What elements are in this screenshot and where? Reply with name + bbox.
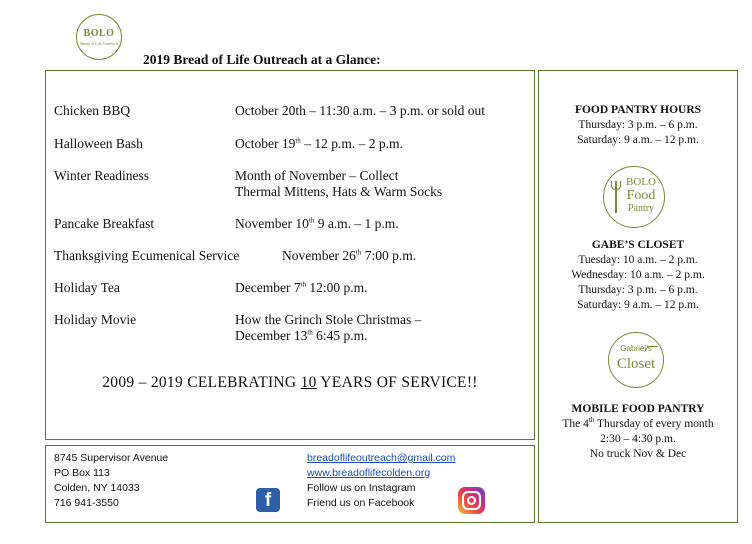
event-when: October 20th – 11:30 a.m. – 3 p.m. or sold out [235, 103, 485, 118]
closet-logo-line2: Closet [616, 356, 656, 372]
website-link[interactable]: www.breadoflifecolden.org [307, 467, 431, 479]
celebration-banner: 2009 – 2019 CELEBRATING 10 YEARS OF SERVICE!! [102, 374, 478, 391]
address-phone: 716 941-3550 [54, 497, 119, 509]
food-pantry-line: Saturday: 9 a.m. – 12 p.m. [577, 134, 699, 146]
food-pantry-heading: FOOD PANTRY HOURS [574, 104, 702, 116]
bolo-logo-text: BOLO [83, 28, 115, 39]
mobile-pantry-line: No truck Nov & Dec [589, 448, 687, 460]
instagram-text: Follow us on Instagram [307, 482, 416, 494]
address-street: 8745 Supervisor Avenue [54, 452, 169, 464]
address-city: Colden, NY 14033 [54, 482, 140, 494]
food-logo-line3: Pantry [627, 203, 655, 214]
page-title: 2019 Bread of Life Outreach at a Glance: [143, 52, 381, 67]
address-pobox: PO Box 113 [54, 467, 110, 479]
closet-logo-line1: Gabriel’s [620, 344, 652, 353]
event-name: Pancake Breakfast [54, 216, 155, 231]
bolo-logo-subtext: Bread of Life Outreach [80, 41, 118, 46]
event-when: November 10th 9 a.m. – 1 p.m. [235, 216, 399, 231]
gabes-closet-line: Saturday: 9 a.m. – 12 p.m. [577, 299, 699, 311]
food-logo-line1: BOLO [626, 176, 656, 188]
gabriels-closet-logo [608, 332, 664, 388]
gabes-closet-line: Tuesday: 10 a.m. – 2 p.m. [578, 254, 698, 266]
food-pantry-line: Thursday: 3 p.m. – 6 p.m. [578, 119, 698, 131]
fork-icon [615, 181, 617, 213]
gabes-closet-hours [538, 238, 738, 313]
gabes-closet-line: Thursday: 3 p.m. – 6 p.m. [578, 284, 698, 296]
event-when: How the Grinch Stole Christmas – December 13th 6:45 p.m. [235, 312, 422, 343]
event-name: Thanksgiving Ecumenical Service [54, 248, 240, 263]
mobile-pantry-line: 2:30 – 4:30 p.m. [600, 433, 676, 445]
mobile-food-pantry [538, 402, 738, 462]
facebook-icon[interactable]: f [256, 488, 280, 512]
instagram-icon[interactable] [458, 487, 485, 514]
email-link[interactable]: breadoflifeoutreach@gmail.com [307, 452, 456, 464]
event-name: Halloween Bash [54, 136, 143, 151]
mobile-pantry-line: The 4th Thursday of every month [562, 416, 714, 430]
event-when: December 7th 12:00 p.m. [235, 280, 368, 295]
online-block [307, 451, 455, 511]
address-block [54, 451, 168, 511]
gabes-closet-heading: GABE’S CLOSET [591, 239, 685, 251]
gabes-closet-line: Wednesday: 10 a.m. – 2 p.m. [571, 269, 705, 281]
mobile-pantry-heading: MOBILE FOOD PANTRY [571, 403, 705, 415]
event-name: Holiday Movie [54, 312, 137, 327]
event-name: Holiday Tea [54, 280, 120, 295]
event-when: November 26th 7:00 p.m. [282, 248, 417, 263]
food-pantry-hours [538, 103, 738, 148]
event-name: Chicken BBQ [54, 103, 131, 118]
event-name: Winter Readiness [54, 168, 150, 183]
event-when: Month of November – Collect Thermal Mittens, Hats & Warm Socks [235, 168, 443, 199]
food-logo-line2: Food [626, 188, 656, 203]
facebook-text: Friend us on Facebook [307, 497, 415, 509]
bolo-logo [76, 14, 122, 60]
food-pantry-logo [603, 166, 665, 228]
event-when: October 19th – 12 p.m. – 2 p.m. [235, 136, 403, 151]
